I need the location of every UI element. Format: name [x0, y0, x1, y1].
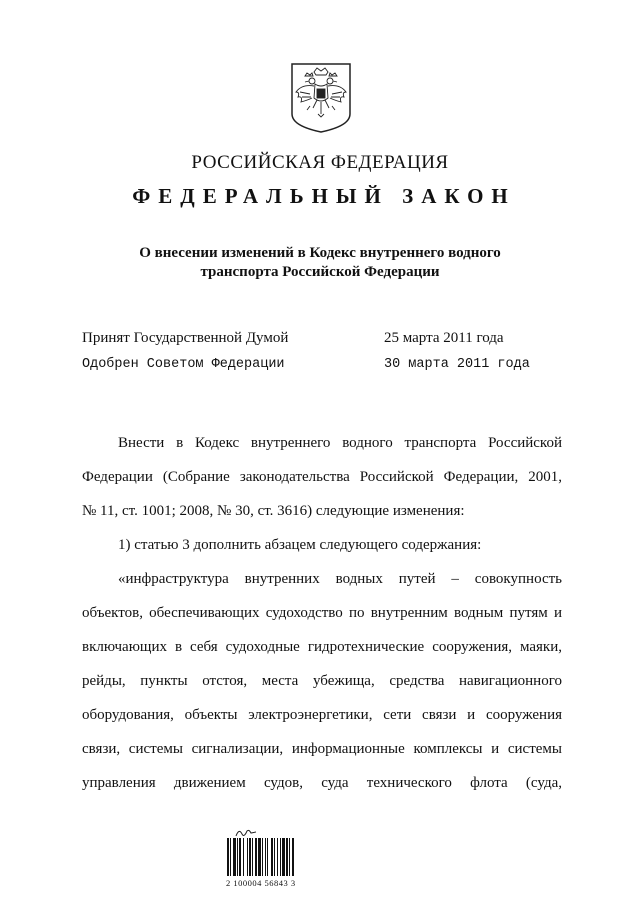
approved-label: Одобрен Советом Федерации — [82, 357, 285, 372]
adopted-date: 25 марта 2011 года — [384, 330, 504, 346]
intro-line: Федерации (Собрание законодательства Российской Федерации, 2001, — [82, 469, 562, 485]
quote-line: «инфраструктура внутренних водных путей – совокупность — [118, 571, 562, 587]
intro-line: Внести в Кодекс внутреннего водного транспорта Российской — [118, 435, 562, 451]
quote-line: объектов, обеспечивающих судоходство по внутренним водным путям и — [82, 605, 562, 621]
barcode — [226, 838, 312, 876]
law-title — [100, 244, 540, 282]
adopted-label: Принят Государственной Думой — [82, 330, 289, 346]
intro-paragraph — [82, 426, 562, 528]
item-1: 1) статью 3 дополнить абзацем следующего содержания: — [118, 537, 482, 553]
quote-line: связи, системы сигнализации, информационные комплексы и системы — [82, 741, 562, 757]
barcode-block — [226, 828, 312, 888]
barcode-number: 2 100004 56843 3 — [226, 878, 296, 888]
quoted-definition — [82, 562, 562, 800]
quote-line: управления движением судов, суда технического флота (суда, — [82, 775, 562, 791]
intro-line: № 11, ст. 1001; 2008, № 30, ст. 3616) следующие изменения: — [82, 503, 465, 519]
quote-line: включающих в себя судоходные гидротехнические сооружения, маяки, — [82, 639, 562, 655]
approved-date: 30 марта 2011 года — [384, 357, 530, 372]
handwritten-mark-icon — [234, 828, 258, 838]
coat-of-arms-emblem — [288, 62, 354, 134]
law-title-line-1: О внесении изменений в Кодекс внутреннего водного — [139, 245, 501, 261]
quote-line: оборудования, объекты электроэнергетики, сети связи и сооружения — [82, 707, 562, 723]
quote-line: рейды, пункты отстоя, места убежища, средства навигационного — [82, 673, 562, 689]
law-body — [82, 426, 562, 800]
document-type-heading: ФЕДЕРАЛЬНЫЙ ЗАКОН — [132, 184, 516, 208]
law-title-line-2: транспорта Российской Федерации — [200, 264, 440, 280]
country-heading: РОССИЙСКАЯ ФЕДЕРАЦИЯ — [191, 152, 449, 173]
